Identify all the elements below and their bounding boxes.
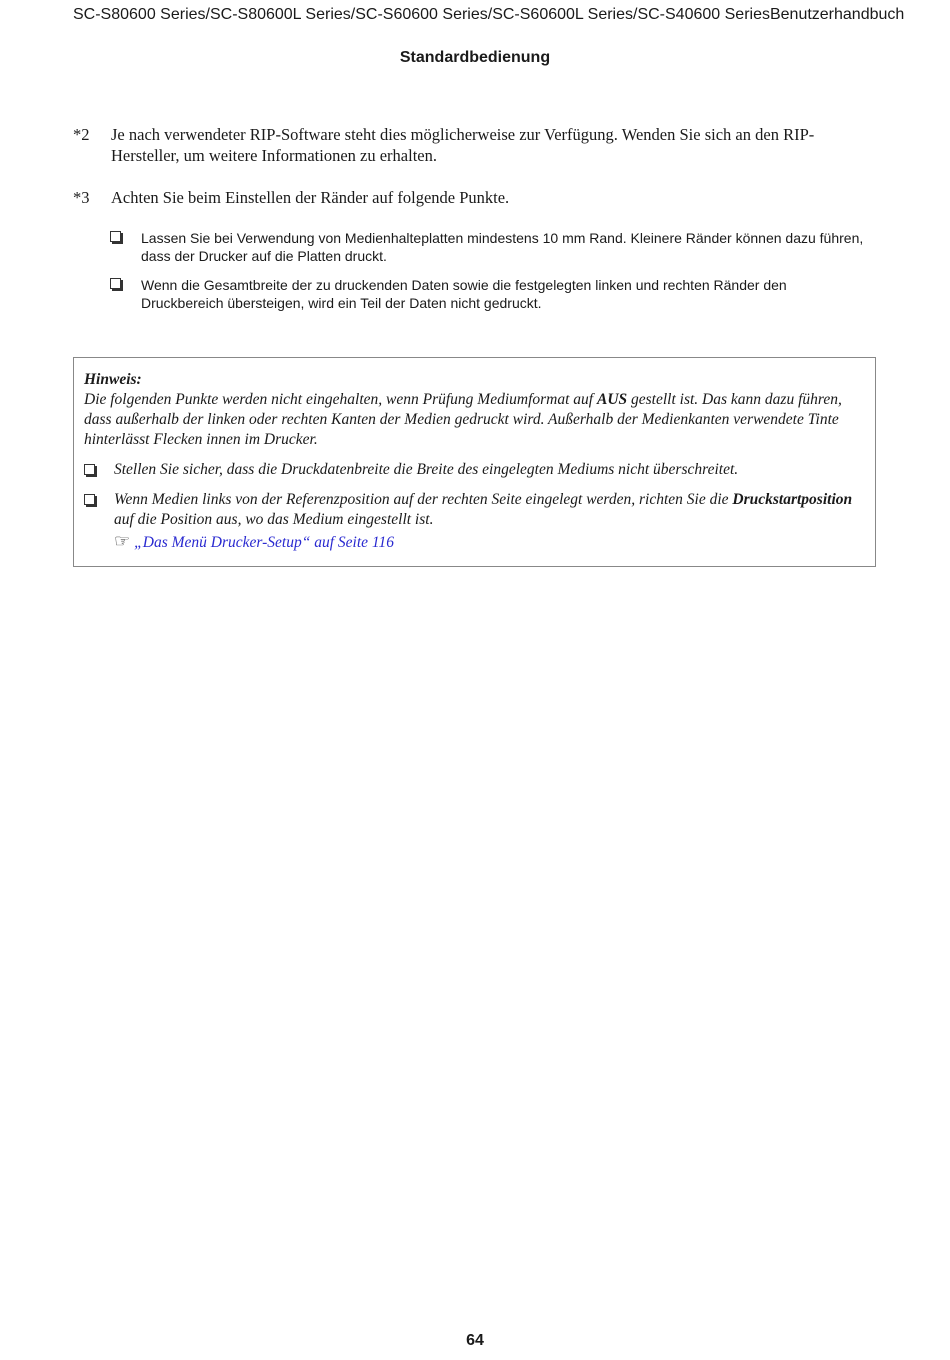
checkbox-bullet-icon: [110, 278, 121, 289]
page-header: [73, 6, 905, 24]
note-intro: [84, 390, 864, 450]
list-item: [110, 276, 870, 312]
footnote-number: *3: [73, 188, 90, 207]
note-title: Hinweis:: [84, 371, 142, 388]
bullet-text-bold: Druckstartposition: [732, 491, 853, 508]
page-number: 64: [466, 1332, 484, 1349]
reference-line: [114, 531, 864, 553]
product-line: SC-S80600 Series/SC-S80600L Series/SC-S60600 Series/SC-S60600L Series/SC-S40600 Series: [73, 6, 770, 23]
list-item-text: [114, 490, 864, 530]
footnote-text: Je nach verwendeter RIP-Software steht dies möglicherweise zur Verfügung. Wenden Sie sich an den RIP-Hersteller, um weitere Informationen zu erhalten.: [111, 125, 815, 165]
list-item: [110, 229, 870, 265]
list-item-text: Wenn die Gesamtbreite der zu druckenden Daten sowie die festgelegten linken und rechten Ränder den Druckbereich übersteigen, wird ein Teil der Daten nicht gedruckt.: [141, 277, 787, 311]
manual-name: Benutzerhandbuch: [769, 6, 905, 23]
note-intro-text-end: gestellt ist. Das kann dazu führen, dass außerhalb der linken oder rechten Kanten der Medien gedruckt wird. Außerhalb der Medienkanten verwendete Tinte hinterlässt Flecken innen im Drucker.: [84, 391, 842, 448]
footnote-text: Achten Sie beim Einstellen der Ränder auf folgende Punkte.: [111, 188, 510, 207]
checkbox-bullet-icon: [84, 494, 95, 505]
pointing-hand-icon: ☞: [114, 531, 131, 551]
footnote-number: *2: [73, 125, 90, 144]
note-intro-text: Die folgenden Punkte werden nicht eingehalten, wenn Prüfung Mediumformat auf: [84, 391, 597, 408]
checkbox-bullet-icon: [110, 231, 121, 242]
list-item-text: Lassen Sie bei Verwendung von Medienhalteplatten mindestens 10 mm Rand. Kleinere Ränder können dazu führen, dass der Drucker auf die Platten druckt.: [141, 230, 864, 264]
list-item: [84, 460, 864, 480]
bullet-text-end: auf die Position aus, wo das Medium eingestellt ist.: [114, 511, 434, 528]
checkbox-bullet-icon: [84, 464, 95, 475]
footnote-2: [73, 124, 833, 166]
section-title: Standardbedienung: [399, 49, 551, 66]
list-item: [84, 490, 864, 553]
footnote-3: [73, 187, 833, 208]
note-box: [73, 357, 876, 567]
list-item-text: Stellen Sie sicher, dass die Druckdatenbreite die Breite des eingelegten Mediums nicht überschreitet.: [114, 461, 739, 478]
reference-link[interactable]: „Das Menü Drucker-Setup“ auf Seite 116: [134, 534, 394, 551]
bullet-text-start: Wenn Medien links von der Referenzposition auf der rechten Seite eingelegt werden, richten Sie die: [114, 491, 733, 508]
margin-points-list: [110, 229, 870, 323]
note-intro-bold: AUS: [596, 391, 628, 408]
